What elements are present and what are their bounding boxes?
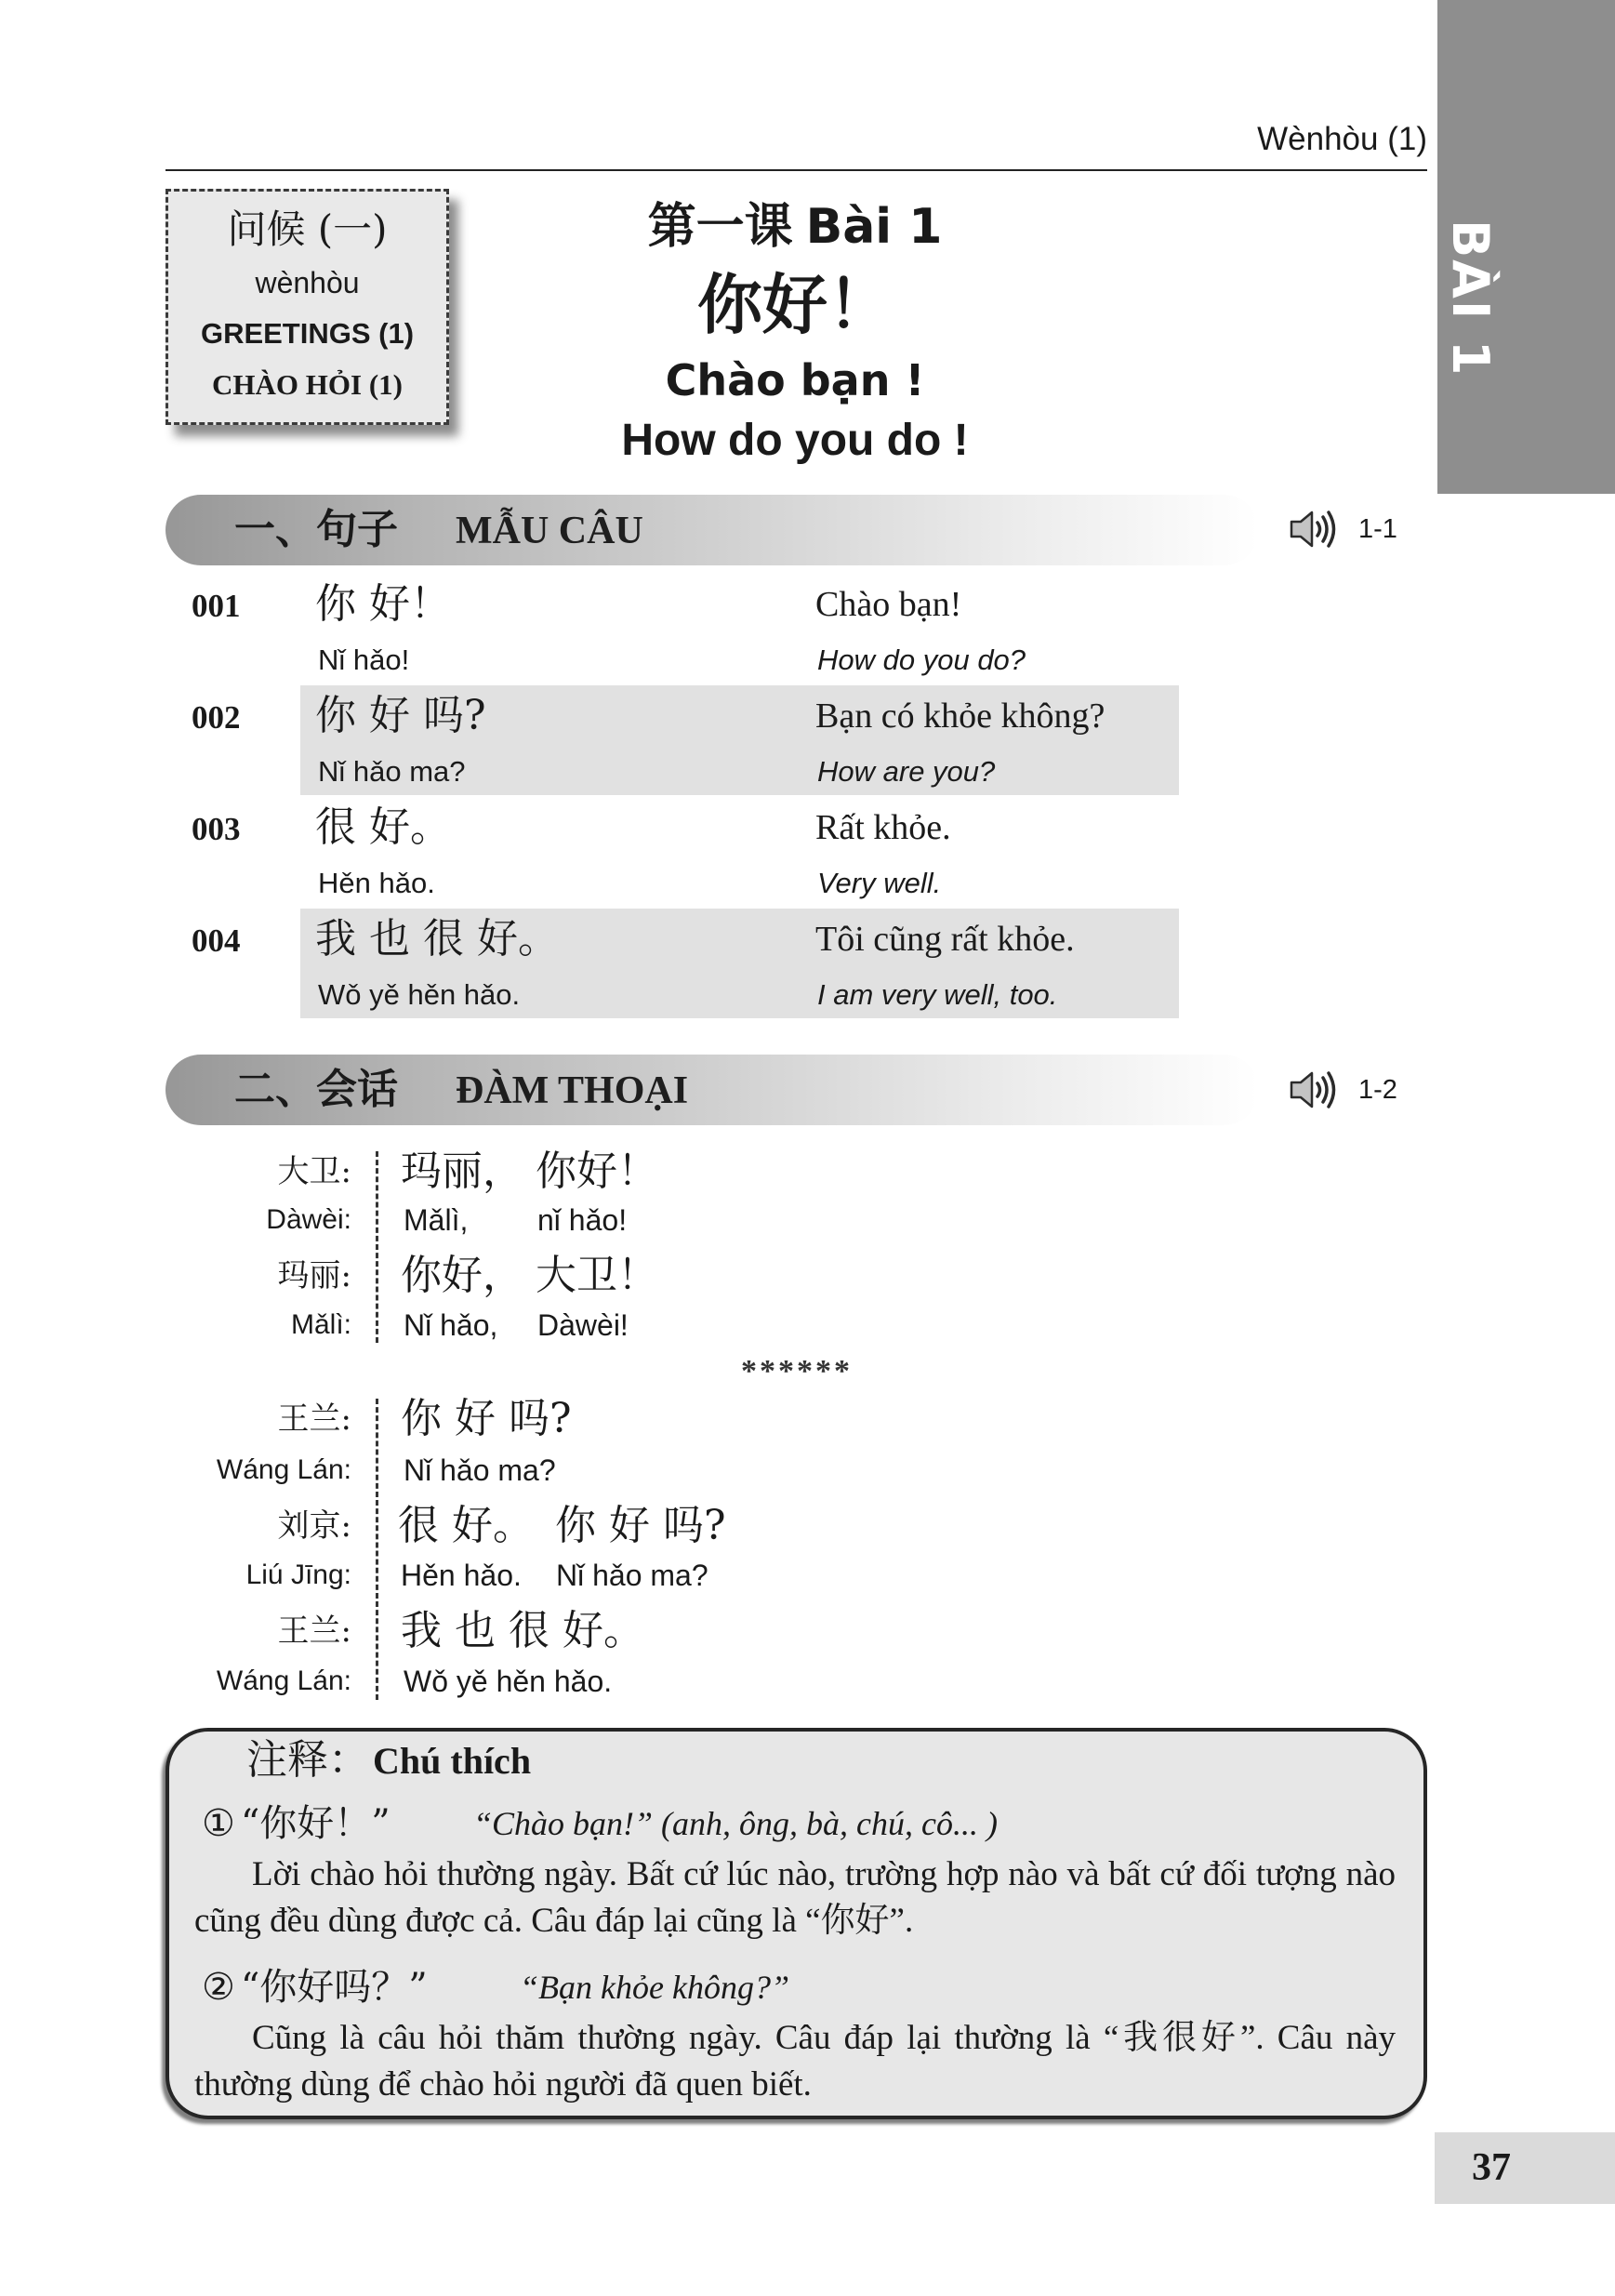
- speaker-name-chinese: 王兰:: [277, 1400, 351, 1438]
- sentence-pinyin: Nǐ hǎo!: [318, 644, 410, 676]
- speaker-icon: [1289, 1068, 1344, 1111]
- dialogue-segment: 很 好。: [398, 1502, 534, 1549]
- sentence-vietnamese: Bạn có khỏe không?: [815, 697, 1105, 736]
- note-phrase: “你好吗？”: [240, 1966, 428, 2009]
- sentence-pinyin: Nǐ hǎo ma?: [318, 755, 466, 788]
- sentence-number: 003: [192, 811, 241, 847]
- dialogue-line-pinyin: [404, 1452, 556, 1489]
- lesson-title-vietnamese: Chào bạn !: [665, 355, 925, 405]
- speaker-name-pinyin: Wáng Lán:: [216, 1666, 351, 1696]
- side-tab-label: BÀI 1: [1441, 219, 1500, 378]
- speaker-name-pinyin: Wáng Lán:: [216, 1454, 351, 1485]
- topic-chinese: 问候 (一): [227, 206, 388, 252]
- sentence-row: [0, 685, 1615, 797]
- dialogue-segment: Hěn hǎo.: [401, 1559, 522, 1592]
- section-banner-sentences: [165, 495, 1259, 565]
- sentence-english: I am very well, too.: [817, 978, 1058, 1011]
- lesson-title-chinese: 你好！: [697, 266, 893, 343]
- sentence-number: 001: [192, 588, 241, 624]
- dialogue-line-pinyin: [404, 1307, 629, 1344]
- dialogue-segment: 你 好 吗?: [401, 1395, 572, 1442]
- speaker-name-chinese: 刘京:: [277, 1507, 351, 1545]
- dialogue-segment: Nǐ hǎo,: [404, 1308, 498, 1342]
- sentence-row: [0, 797, 1615, 909]
- dialogue-line-pinyin: [401, 1557, 708, 1594]
- audio-track-label: 1-1: [1358, 514, 1397, 544]
- sentence-english: Very well.: [817, 867, 942, 899]
- topic-box: [165, 189, 449, 425]
- section-heading-chinese: 二、会话: [234, 1066, 398, 1113]
- lesson-title-english: How do you do !: [621, 416, 969, 465]
- note-item-header: [202, 1964, 428, 2019]
- speaker-name-pinyin: Mǎlì:: [290, 1309, 351, 1340]
- notes-heading: [246, 1737, 531, 1793]
- sentence-chinese: 你 好 吗?: [315, 692, 486, 739]
- topic-vietnamese: CHÀO HỎI (1): [212, 368, 403, 401]
- notes-box: [165, 1728, 1427, 2119]
- topic-english: GREETINGS (1): [200, 317, 415, 350]
- page-number-box: [1435, 2132, 1615, 2204]
- note-item-header: [202, 1800, 391, 1855]
- section-heading-vietnamese: MẪU CÂU: [456, 510, 643, 552]
- audio-track-dialogue: [1289, 1068, 1419, 1112]
- audio-track-label: 1-2: [1358, 1075, 1397, 1105]
- header-rule: [165, 169, 1427, 171]
- sentence-vietnamese: Tôi cũng rất khỏe.: [815, 920, 1075, 959]
- note-translation: “Bạn khỏe không?”: [520, 1969, 789, 2006]
- dialogue-segment: 你 好 吗?: [555, 1502, 726, 1549]
- sentence-english: How do you do?: [817, 644, 1026, 676]
- sentence-number: 002: [192, 699, 241, 736]
- sentence-number: 004: [192, 922, 241, 959]
- dialogue-segment: Nǐ hǎo ma?: [556, 1559, 708, 1592]
- speaker-icon: [1289, 508, 1344, 551]
- dialogue-segment: 玛丽，: [401, 1148, 523, 1195]
- note-translation: “Chào bạn!” (anh, ông, bà, chú, cô... ): [473, 1805, 998, 1842]
- speaker-name-chinese: 王兰:: [277, 1613, 351, 1650]
- lesson-number-chinese: 第一课: [647, 198, 793, 255]
- sentence-chinese: 我 也 很 好。: [315, 915, 559, 962]
- dialogue-segment: 我 也 很 好。: [401, 1607, 644, 1654]
- dialogue-segment: Mǎlì,: [404, 1203, 469, 1237]
- speaker-name-chinese: 玛丽:: [277, 1257, 351, 1294]
- dialogue-segment: Wǒ yě hěn hǎo.: [404, 1665, 613, 1698]
- dialogue-line-pinyin: [404, 1663, 612, 1700]
- dialogue-segment: 大卫！: [536, 1252, 658, 1299]
- dialogue-line-chinese: [401, 1396, 572, 1442]
- section-banner-dialogue: [165, 1055, 1259, 1125]
- dialogue-segment: 你好，: [401, 1252, 523, 1299]
- dialogue-segment: 你好！: [536, 1148, 658, 1195]
- lesson-side-tab: [1437, 0, 1615, 494]
- notes-heading-chinese: 注释：: [246, 1736, 369, 1784]
- speaker-name-chinese: 大卫:: [277, 1153, 351, 1190]
- page-number: 37: [1472, 2146, 1511, 2189]
- section-heading-chinese: 一、句子: [234, 506, 398, 553]
- note-explanation: Lời chào hỏi thường ngày. Bất cứ lúc nào, trường hợp nào và bất cứ đối tượng nào cũng đều dùng được cả. Câu đáp lại cũng là “你好”.: [194, 1855, 1396, 1940]
- lesson-number: [465, 199, 1125, 255]
- sentence-english: How are you?: [817, 755, 996, 788]
- dialogue-separator: ******: [741, 1354, 853, 1388]
- sentence-pinyin: Wǒ yě hěn hǎo.: [318, 978, 521, 1011]
- dialogue-line-chinese: [401, 1253, 658, 1299]
- speaker-name-pinyin: Liú Jīng:: [245, 1559, 351, 1590]
- audio-track-sentences: [1289, 507, 1419, 551]
- dialogue-line-chinese: [401, 1148, 658, 1195]
- dialogue-line-pinyin: [404, 1201, 627, 1239]
- dialogue-line-chinese: [401, 1608, 644, 1654]
- lesson-number-vietnamese: Bài 1: [805, 199, 943, 255]
- sentence-row: [0, 574, 1615, 685]
- note-explanation: Cũng là câu hỏi thăm thường ngày. Câu đáp lại thường là “我很好”. Câu này thường dùng để chào hỏi người đã quen biết.: [194, 2019, 1396, 2104]
- dialogue-divider: [376, 1399, 378, 1700]
- dialogue-segment: Nǐ hǎo ma?: [404, 1453, 556, 1487]
- running-title: Wènhòu (1): [1257, 121, 1427, 157]
- dialogue-line-chinese: [398, 1503, 726, 1549]
- notes-heading-vietnamese: Chú thích: [373, 1740, 532, 1782]
- topic-pinyin: wènhòu: [255, 266, 360, 299]
- sentence-chinese: 很 好。: [315, 803, 451, 851]
- dialogue-divider: [376, 1151, 378, 1343]
- sentence-vietnamese: Chào bạn!: [815, 585, 962, 624]
- dialogue-segment: nǐ hǎo!: [537, 1203, 628, 1237]
- sentence-chinese: 你 好！: [315, 580, 451, 628]
- section-heading-vietnamese: ĐÀM THOẠI: [456, 1069, 689, 1112]
- speaker-name-pinyin: Dàwèi:: [266, 1204, 351, 1235]
- note-marker: ①: [202, 1802, 235, 1844]
- dialogue-segment: Dàwèi!: [537, 1308, 629, 1342]
- note-phrase: “你好！”: [240, 1802, 391, 1845]
- note-marker: ②: [202, 1966, 235, 2008]
- sentence-vietnamese: Rất khỏe.: [815, 808, 951, 847]
- sentence-pinyin: Hěn hǎo.: [318, 867, 435, 899]
- sentence-row: [0, 909, 1615, 1020]
